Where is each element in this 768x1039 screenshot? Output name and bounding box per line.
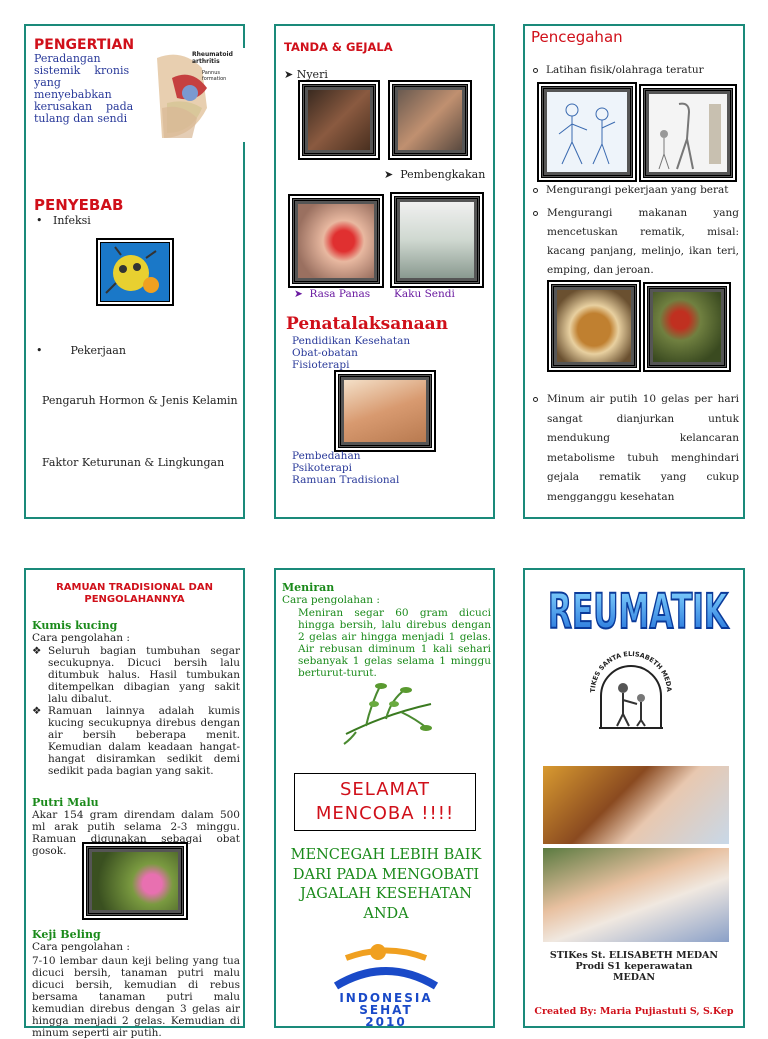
kumis-subtitle: Cara pengolahan : bbox=[32, 632, 130, 644]
kumis-title: Kumis kucing bbox=[32, 619, 118, 632]
panel-cover bbox=[523, 568, 745, 1028]
prevent-label: Mengurangi pekerjaan yang berat bbox=[546, 184, 729, 196]
hands-photo-2-frame bbox=[392, 84, 468, 156]
aging-illustration bbox=[649, 94, 727, 172]
food-photo-1-frame bbox=[551, 284, 637, 368]
logo-line: 2010 bbox=[365, 1015, 407, 1029]
pengertian-title: PENGERTIAN bbox=[34, 37, 135, 53]
hands-photo-2 bbox=[398, 90, 462, 150]
treatment-item: Fisioterapi bbox=[292, 359, 350, 371]
panel-tanda-gejala bbox=[274, 24, 495, 519]
institution-line: Prodi S1 keperawatan bbox=[575, 961, 693, 972]
prevent-item-3 bbox=[533, 204, 739, 280]
cause-label: Infeksi bbox=[52, 214, 91, 227]
treatment-item: Pendidikan Kesehatan bbox=[292, 335, 411, 347]
kumis-step-2 bbox=[32, 705, 240, 777]
panel-pengertian bbox=[24, 24, 245, 519]
indonesia-sehat-logo bbox=[316, 938, 456, 1028]
germ-image-frame bbox=[96, 238, 174, 306]
penatalaksanaan-title: Penatalaksanaan bbox=[286, 314, 448, 334]
logo-text bbox=[316, 992, 456, 1028]
diamond-bullet-icon: ❖ bbox=[32, 705, 42, 717]
massage-photo bbox=[344, 380, 426, 442]
cause-item-pekerjaan bbox=[36, 344, 126, 357]
circle-bullet-icon bbox=[533, 211, 538, 216]
pengertian-line: kerusakan pada bbox=[34, 100, 134, 113]
sign-kaku-sendi: Kaku Sendi bbox=[394, 288, 455, 300]
keji-subtitle: Cara pengolahan : bbox=[32, 941, 130, 953]
circle-bullet-icon bbox=[533, 397, 538, 402]
arrow-bullet-icon: ➤ bbox=[294, 288, 310, 300]
reumatik-title-text: REUMATIK bbox=[548, 584, 730, 640]
cause-item-infeksi bbox=[36, 214, 91, 227]
treatment-item: Psikoterapi bbox=[292, 462, 353, 474]
pengertian-line: Peradangan bbox=[34, 52, 101, 65]
arrow-bullet-icon: ➤ bbox=[284, 68, 297, 81]
arrow-bullet-icon: ➤ bbox=[384, 168, 401, 181]
keji-title: Keji Beling bbox=[32, 928, 101, 941]
pengertian-text bbox=[34, 53, 144, 125]
sign-label: Nyeri bbox=[296, 68, 328, 81]
treatment-item: Obat-obatan bbox=[292, 347, 358, 359]
meniran-plant-image bbox=[336, 674, 436, 746]
food-photo-2 bbox=[653, 292, 721, 362]
slogan: MENCEGAH LEBIH BAIK DARI PADA MENGOBATI JAGALAH KESEHATAN ANDA bbox=[290, 847, 482, 922]
kumis-list bbox=[32, 645, 240, 777]
meniran-text: Meniran segar 60 gram dicuci hingga bersih, lalu direbus dengan 2 gelas air hingga menjadi 1 gelas. Air rebusan diminum 1 kali sehari sebanyak 1 gelas selama 1 minggu berturut-turut. bbox=[298, 607, 491, 679]
therapy-photo-frame bbox=[394, 196, 480, 284]
hands-photo-1-frame bbox=[302, 84, 376, 156]
food-photo-1 bbox=[557, 290, 631, 362]
prevent-item-2 bbox=[533, 184, 729, 196]
cause-item-hormon: Pengaruh Hormon & Jenis Kelamin bbox=[42, 394, 238, 407]
bullet-icon: • bbox=[36, 214, 53, 227]
prevent-label: Minum air putih 10 gelas per hari sangat dianjurkan untuk mendukung kelancaran metabolisme tubuh menghindari gejala rematik yang cukup mengganggu kesehatan bbox=[547, 393, 739, 503]
exercise-illustration bbox=[547, 92, 627, 172]
meniran-title: Meniran bbox=[282, 581, 335, 594]
cause-label: Pekerjaan bbox=[70, 344, 126, 357]
treatment-list-2 bbox=[292, 450, 399, 486]
reumatik-title bbox=[543, 572, 733, 642]
arthritis-label: Rheumatoid arthritis bbox=[192, 51, 233, 65]
penyebab-title: PENYEBAB bbox=[34, 196, 124, 214]
ramuan-title-line: RAMUAN TRADISIONAL DAN bbox=[56, 582, 213, 593]
seal-text: TIKES SANTA ELISABETH MEDA bbox=[588, 649, 674, 693]
kumis-step-text: Seluruh bagian tumbuhan segar secukupnya. Dicuci bersih lalu ditumbuk halus. Hasil tumbukan ditempelkan dibagian yang sakit lalu dibalut. bbox=[48, 645, 240, 705]
cause-item-keturunan: Faktor Keturunan & Lingkungan bbox=[42, 456, 225, 469]
massage-photo-frame bbox=[338, 374, 432, 448]
treatment-list-1 bbox=[292, 335, 410, 371]
kumis-step-text: Ramuan lainnya adalah kumis kucing secukupnya direbus dengan air bersih beberapa menit. Kemudian dalam keadaan hangat-hangat disiramkan sedikit demi sedikit pada bagian yang sakit. bbox=[48, 705, 240, 777]
prevent-item-1 bbox=[533, 64, 704, 76]
tanda-title: TANDA & GEJALA bbox=[284, 40, 393, 54]
hands-photo-1 bbox=[308, 90, 370, 150]
therapy-photo bbox=[400, 202, 474, 278]
food-photo-2-frame bbox=[647, 286, 727, 368]
ramuan-title-line: PENGOLAHANNYA bbox=[84, 594, 185, 605]
circle-bullet-icon bbox=[533, 188, 538, 193]
stikes-seal bbox=[581, 642, 681, 730]
sign-nyeri bbox=[284, 68, 328, 81]
pengertian-line: tulang dan sendi bbox=[34, 112, 128, 125]
logo-line: INDONESIA bbox=[339, 991, 433, 1005]
selamat-line: SELAMAT bbox=[340, 779, 430, 800]
sign-label: Pembengkakan bbox=[400, 168, 486, 181]
wrist-photo bbox=[298, 204, 374, 278]
circle-bullet-icon bbox=[533, 68, 538, 73]
wrist-photo-frame bbox=[292, 198, 380, 284]
bullet-icon: • bbox=[36, 344, 71, 357]
pannus-label: Pannus formation bbox=[202, 70, 227, 82]
reumatik-wordart bbox=[543, 572, 733, 642]
exercise-illustration-frame bbox=[541, 86, 633, 178]
putri-malu-photo bbox=[92, 852, 178, 910]
treatment-item: Ramuan Tradisional bbox=[292, 474, 400, 486]
keji-text: 7-10 lembar daun keji beling yang tua dicuci bersih, tanaman putri malu dicuci bersih, kemudian di rebus bersama tanaman putri malu kemudian direbus dengan 3 gelas air hingga menjadi 2 gelas. Kemudian di minum seperti air putih. bbox=[32, 955, 240, 1039]
elderly-photo-2 bbox=[543, 848, 729, 942]
panel-meniran bbox=[274, 568, 495, 1028]
knee-joint-illustration bbox=[152, 48, 246, 142]
aging-illustration-frame bbox=[643, 88, 733, 178]
putri-text: Akar 154 gram direndam dalam 500 ml arak putih selama 2-3 minggu. Ramuan digunakan sebagai obat gosok. bbox=[32, 809, 240, 857]
pengertian-line: menyebabkan bbox=[34, 88, 112, 101]
institution-line: MEDAN bbox=[612, 972, 656, 983]
putri-title: Putri Malu bbox=[32, 796, 99, 809]
sign-label: Rasa Panas bbox=[309, 288, 371, 300]
panel-pencegahan bbox=[523, 24, 745, 519]
meniran-subtitle: Cara pengolahan : bbox=[282, 594, 380, 606]
treatment-item: Pembedahan bbox=[292, 450, 361, 462]
kumis-step-1 bbox=[32, 645, 240, 705]
prevent-label: Latihan fisik/olahraga teratur bbox=[546, 64, 704, 76]
selamat-line: MENCOBA !!!! bbox=[315, 803, 455, 824]
ramuan-title bbox=[26, 582, 243, 606]
prevent-item-4 bbox=[533, 390, 739, 507]
sign-pembengkakan bbox=[384, 168, 485, 181]
elderly-photo-1 bbox=[543, 766, 729, 844]
diamond-bullet-icon: ❖ bbox=[32, 645, 42, 657]
institution-info bbox=[525, 950, 743, 983]
indonesia-sehat-logo-mark bbox=[316, 938, 456, 988]
sign-rasa-panas bbox=[294, 288, 370, 300]
pengertian-line: sistemik kronis bbox=[34, 64, 130, 77]
created-by: Created By: Maria Pujiastuti S, S.Kep bbox=[534, 1006, 734, 1017]
logo-line: SEHAT bbox=[359, 1003, 413, 1017]
panel-ramuan-tradisional bbox=[24, 568, 245, 1039]
pencegahan-title: Pencegahan bbox=[531, 28, 623, 46]
pengertian-line: yang bbox=[34, 76, 61, 89]
prevent-label: Mengurangi makanan yang mencetuskan rematik, misal: kacang panjang, melinjo, ikan teri, emping, dan jeroan. bbox=[547, 207, 739, 276]
putri-malu-photo-frame bbox=[86, 846, 184, 916]
germ-image bbox=[100, 242, 170, 302]
institution-line: STIKes St. ELISABETH MEDAN bbox=[549, 950, 719, 961]
selamat-mencoba-box bbox=[294, 773, 476, 831]
